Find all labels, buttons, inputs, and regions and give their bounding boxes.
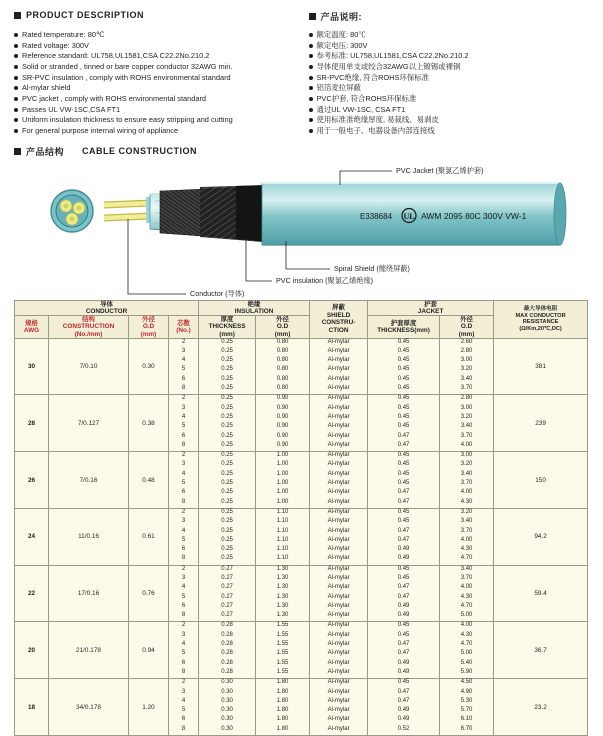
cell-cores: 2 3 4 5 6 8 [169,679,199,736]
cell-insulation-od: 1.30 1.30 1.30 1.30 1.30 1.30 [256,565,310,622]
list-item: 通过UL VW-1SC, CSA FT1 [309,106,590,114]
cell-awg: 20 [15,622,49,679]
list-item: PVC jacket , comply with ROHS environmental standard [14,95,295,103]
cell-awg: 26 [15,452,49,509]
cable-construction-diagram [0,161,603,296]
cell-jacket-od: 3.40 3.70 4.00 4.30 4.70 5.00 [440,565,494,622]
bullet-icon [14,65,18,69]
header-resistance: 最大导体电阻 MAX CONDUCTOR RESISTANCE (Ω/Km,20℃,DC) [494,300,588,338]
table-row [15,452,588,509]
cell-construction: 7/0.10 [49,338,129,395]
header-construction: 结构 CONSTRUCTION (No./mm) [49,316,129,338]
cell-insulation-od: 1.10 1.10 1.10 1.10 1.10 1.10 [256,508,310,565]
list-item: Solid or stranded , tinned or bare copper conductor 32AWG min. [14,63,295,71]
list-item: Passes UL VW-1SC,CSA FT1 [14,106,295,114]
cell-jacket-thickness: 0.45 0.45 0.47 0.47 0.49 0.49 [368,622,440,679]
cell-insulation-thickness: 0.30 0.30 0.30 0.30 0.30 0.30 [199,679,256,736]
cell-construction: 34/0.178 [49,679,129,736]
cell-conductor-od: 0.30 [129,338,169,395]
cell-awg: 24 [15,508,49,565]
construction-title-en: CABLE CONSTRUCTION [82,146,198,157]
table-row [15,338,588,395]
cell-resistance: 23.2 [494,679,588,736]
bullet-icon [14,76,18,80]
cell-conductor-od: 1.20 [129,679,169,736]
table-row [15,679,588,736]
cell-cores: 2 3 4 5 6 8 [169,338,199,395]
cell-shield: Al-mylar Al-mylar Al-mylar Al-mylar Al-mylar Al-mylar [310,452,368,509]
header-insulation-thickness: 厚度 THICKNESS (mm) [199,316,256,338]
bullet-icon [309,86,313,90]
header-insulation-od: 外径 O.D (mm) [256,316,310,338]
description-list-en [14,26,295,138]
cell-insulation-thickness: 0.27 0.27 0.27 0.27 0.27 0.27 [199,565,256,622]
cell-construction: 7/0.16 [49,452,129,509]
jacket-print-spec: AWM 2095 80C 300V VW-1 [421,210,527,221]
header-awg: 规格 AWG [15,316,49,338]
cell-cores: 2 3 4 5 6 8 [169,508,199,565]
specification-table [14,300,588,736]
construction-title-cn: 产品结构 [26,146,65,157]
bullet-icon [14,54,18,58]
cell-jacket-od: 4.00 4.30 4.70 5.00 5.40 5.90 [440,622,494,679]
cell-insulation-thickness: 0.25 0.25 0.25 0.25 0.25 0.25 [199,395,256,452]
cell-insulation-od: 0.90 0.90 0.90 0.90 0.90 0.90 [256,395,310,452]
cell-awg: 18 [15,679,49,736]
header-jacket-od: 外径 O.D (mm) [440,316,494,338]
list-item: 导体使用单支或绞合32AWG以上镀锡或裸铜 [309,63,590,71]
header-cores: 芯数 (No.) [169,316,199,338]
list-item: For general purpose internal wiring of appliance [14,127,295,135]
cell-conductor-od: 0.76 [129,565,169,622]
cell-resistance: 150 [494,452,588,509]
list-item: 用于一般电子、电器设备内部连接线 [309,127,590,135]
cell-construction: 21/0.178 [49,622,129,679]
cell-conductor-od: 0.61 [129,508,169,565]
cell-resistance: 381 [494,338,588,395]
bullet-icon [309,44,313,48]
list-item: 铝箔麦拉屏蔽 [309,84,590,92]
cell-cores: 2 3 4 5 6 8 [169,622,199,679]
bullet-icon [309,65,313,69]
cell-insulation-od: 1.80 1.80 1.80 1.80 1.80 1.80 [256,679,310,736]
cell-jacket-thickness: 0.45 0.45 0.45 0.45 0.47 0.47 [368,452,440,509]
cell-jacket-od: 3.00 3.20 3.40 3.70 4.00 4.30 [440,452,494,509]
cell-insulation-thickness: 0.25 0.25 0.25 0.25 0.25 0.25 [199,452,256,509]
bullet-icon [309,129,313,133]
bullet-icon [309,97,313,101]
cell-jacket-od: 4.50 4.90 5.30 5.70 6.10 6.70 [440,679,494,736]
section-title-cable-construction [14,145,589,158]
bullet-icon [309,54,313,58]
table-header-group-row [15,300,588,316]
cell-shield: Al-mylar Al-mylar Al-mylar Al-mylar Al-mylar Al-mylar [310,622,368,679]
cell-jacket-thickness: 0.45 0.47 0.47 0.49 0.49 0.52 [368,679,440,736]
cell-insulation-thickness: 0.28 0.28 0.28 0.28 0.28 0.28 [199,622,256,679]
label-spiral-shield: Spiral Shield (缠绕屏蔽) [334,263,410,273]
header-jacket: 护套 JACKET [368,300,494,316]
list-item: SR-PVC绝缘, 符合ROHS环保标准 [309,74,590,82]
cell-shield: Al-mylar Al-mylar Al-mylar Al-mylar Al-mylar Al-mylar [310,395,368,452]
square-bullet-icon [309,13,316,20]
label-pvc-insulation: PVC insulation (聚氯乙烯绝缘) [276,275,374,285]
cell-cores: 2 3 4 5 6 8 [169,452,199,509]
bullet-icon [14,44,18,48]
header-jacket-thickness: 护套厚度 THICKNESS(mm) [368,316,440,338]
cell-construction: 7/0.127 [49,395,129,452]
cell-shield: Al-mylar Al-mylar Al-mylar Al-mylar Al-mylar Al-mylar [310,508,368,565]
cell-jacket-thickness: 0.45 0.45 0.45 0.45 0.47 0.47 [368,395,440,452]
cell-insulation-thickness: 0.25 0.25 0.25 0.25 0.25 0.25 [199,338,256,395]
list-item: Rated temperature: 80℃ [14,31,295,39]
cell-cores: 2 3 4 5 6 8 [169,565,199,622]
cell-resistance: 94.2 [494,508,588,565]
square-bullet-icon [14,12,21,19]
cell-jacket-od: 2.80 3.00 3.20 3.40 3.70 4.00 [440,395,494,452]
label-conductor: Conductor (导体) [190,288,245,298]
cell-resistance: 239 [494,395,588,452]
cell-insulation-thickness: 0.25 0.25 0.25 0.25 0.25 0.25 [199,508,256,565]
table-row [15,395,588,452]
table-row [15,622,588,679]
cell-shield: Al-mylar Al-mylar Al-mylar Al-mylar Al-mylar Al-mylar [310,338,368,395]
cell-insulation-od: 0.80 0.80 0.80 0.80 0.80 0.80 [256,338,310,395]
cross-section-icon [51,190,93,232]
cell-resistance: 59.4 [494,565,588,622]
bullet-icon [14,86,18,90]
list-item: 额定温度: 80℃ [309,31,590,39]
bullet-icon [309,33,313,37]
product-description-title: PRODUCT DESCRIPTION [26,10,145,20]
bullet-icon [309,76,313,80]
cell-construction: 17/0.16 [49,565,129,622]
cell-awg: 28 [15,395,49,452]
list-item: Uniform insulation thickness to ensure easy stripping and cutting [14,116,295,124]
bullet-icon [14,118,18,122]
cell-shield: Al-mylar Al-mylar Al-mylar Al-mylar Al-mylar Al-mylar [310,679,368,736]
header-conductor-od: 外径 O.D (mm) [129,316,169,338]
cell-shield: Al-mylar Al-mylar Al-mylar Al-mylar Al-mylar Al-mylar [310,565,368,622]
table-row [15,508,588,565]
cell-jacket-thickness: 0.45 0.45 0.47 0.47 0.49 0.49 [368,508,440,565]
list-item: Reference standard: UL758,UL1581,CSA C22.2No.210.2 [14,52,295,60]
header-shield: 屏蔽 SHIELD CONSTRU- CTION [310,300,368,338]
bullet-icon [14,33,18,37]
cell-resistance: 36.7 [494,622,588,679]
square-bullet-icon [14,148,21,155]
list-item: Rated voltage: 300V [14,42,295,50]
bullet-icon [309,118,313,122]
cell-conductor-od: 0.38 [129,395,169,452]
jacket-print-e-number: E338684 [360,211,393,221]
header-conductor: 导体 CONDUCTOR [15,300,199,316]
cell-jacket-thickness: 0.45 0.45 0.47 0.47 0.49 0.49 [368,565,440,622]
cell-construction: 11/0.16 [49,508,129,565]
cell-conductor-od: 0.48 [129,452,169,509]
table-row [15,565,588,622]
bullet-icon [14,108,18,112]
bullet-icon [14,129,18,133]
section-title-product-description-cn [309,10,590,23]
list-item: Al-mylar shield [14,84,295,92]
list-item: SR-PVC insulation , comply with ROHS environmental standard [14,74,295,82]
cell-insulation-od: 1.55 1.55 1.55 1.55 1.55 1.55 [256,622,310,679]
description-list-cn [295,26,590,138]
cell-awg: 22 [15,565,49,622]
cell-cores: 2 3 4 5 6 8 [169,395,199,452]
list-item: 参考标准: UL758,UL1581,CSA C22.2No.210.2 [309,52,590,60]
list-item: 使用标准准绝缘厚度, 易裁线、易剥皮 [309,116,590,124]
cell-jacket-od: 2.60 2.80 3.00 3.20 3.40 3.70 [440,338,494,395]
cell-insulation-od: 1.00 1.00 1.00 1.00 1.00 1.00 [256,452,310,509]
header-insulation: 绝缘 INSULATION [199,300,310,316]
svg-text:UL: UL [403,211,415,221]
cell-jacket-thickness: 0.45 0.45 0.45 0.45 0.45 0.45 [368,338,440,395]
cell-jacket-od: 3.20 3.40 3.70 4.00 4.30 4.70 [440,508,494,565]
cell-awg: 30 [15,338,49,395]
label-pvc-jacket: PVC Jacket (聚氯乙烯护套) [396,165,484,175]
section-title-product-description [14,10,295,20]
list-item: PVC护套, 符合ROHS环保标准 [309,95,590,103]
list-item: 额定电压: 300V [309,42,590,50]
bullet-icon [14,97,18,101]
bullet-icon [309,108,313,112]
cell-conductor-od: 0.94 [129,622,169,679]
product-description-title-cn: 产品说明: [320,12,362,22]
